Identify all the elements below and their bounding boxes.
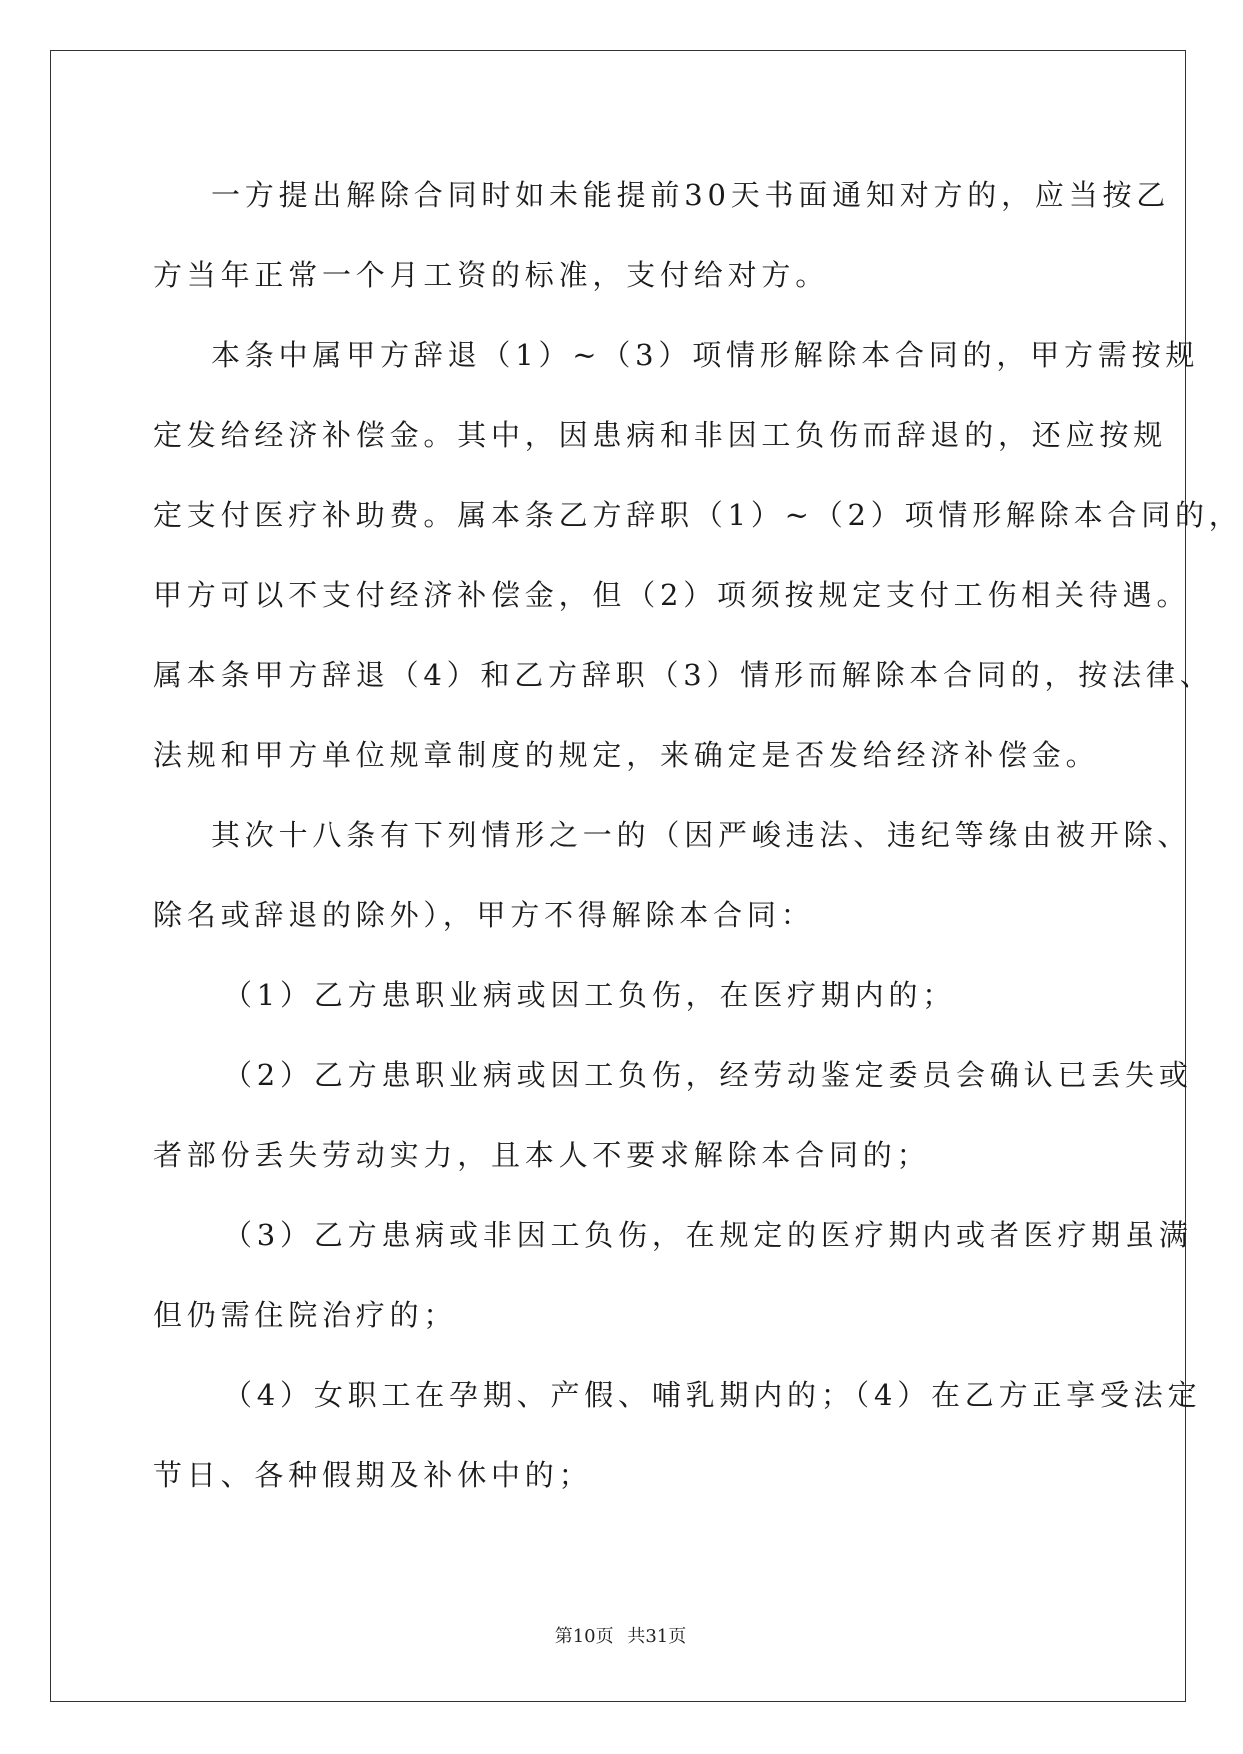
page-total: 共31页 [627,1626,687,1647]
list-item: （3）乙方患病或非因工负伤，在规定的医疗期内或者医疗期虽满 [223,1218,1193,1252]
paragraph-line: 定支付医疗补助费。属本条乙方辞职（1）~（2）项情形解除本合同的， [153,498,1243,532]
paragraph-line: 定发给经济补偿金。其中，因患病和非因工负伤而辞退的，还应按规 [153,418,1168,452]
paragraph-line: 除名或辞退的除外），甲方不得解除本合同： [153,898,815,932]
paragraph-line: 本条中属甲方辞退（1）~（3）项情形解除本合同的，甲方需按规 [211,338,1200,372]
page-number: 第10页 [554,1626,614,1647]
list-item: （2）乙方患职业病或因工负伤，经劳动鉴定委员会确认已丢失或 [223,1058,1193,1092]
paragraph-line: 甲方可以不支付经济补偿金，但（2）项须按规定支付工伤相关待遇。 [153,578,1191,612]
paragraph-line: 属本条甲方辞退（4）和乙方辞职（3）情形而解除本合同的，按法律、 [153,658,1214,692]
list-item: （4）女职工在孕期、产假、哺乳期内的；（4）在乙方正享受法定 [223,1378,1202,1412]
paragraph-line: 方当年正常一个月工资的标准，支付给对方。 [153,258,830,292]
list-item: （1）乙方患职业病或因工负伤，在医疗期内的； [223,978,957,1012]
paragraph-line: 但仍需住院治疗的； [153,1298,458,1332]
paragraph-line: 法规和甲方单位规章制度的规定，来确定是否发给经济补偿金。 [153,738,1100,772]
paragraph-line: 者部份丢失劳动实力，且本人不要求解除本合同的； [153,1138,931,1172]
paragraph-line: 节日、各种假期及补休中的； [153,1458,593,1492]
paragraph-line: 一方提出解除合同时如未能提前30天书面通知对方的，应当按乙 [211,178,1171,212]
paragraph-line: 其次十八条有下列情形之一的（因严峻违法、违纪等缘由被开除、 [211,818,1192,852]
document-body [153,170,1243,1530]
page-footer [0,1622,1241,1648]
